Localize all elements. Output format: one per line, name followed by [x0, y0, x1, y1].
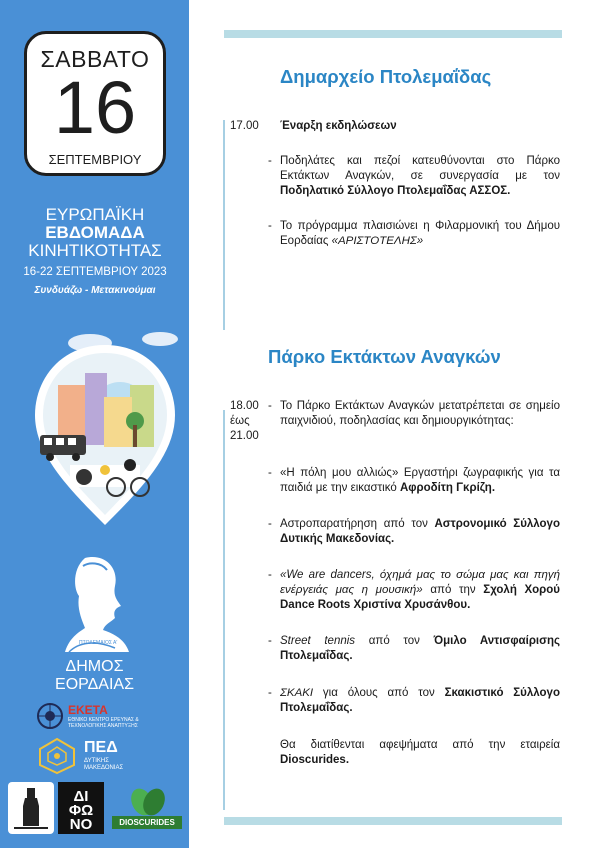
item-text: Ποδηλάτες και πεζοί κατευθύνονται στο Πάρκο Εκτάκτων Αναγκών, σε συνεργασία με τον: [280, 155, 560, 182]
item-text: Αστροπαρατήρηση από τον: [280, 518, 428, 530]
section1-time: 17.00: [230, 120, 259, 132]
section2-time-end: 21.00: [230, 430, 259, 442]
difono-line2: ΦΩ: [68, 802, 94, 819]
event-dates: 16-22 ΣΕΠΤΕΜΒΡΙΟΥ 2023: [23, 266, 167, 278]
city-pin-illustration: [30, 325, 180, 530]
section2-item-chess: [280, 686, 560, 716]
list-dash: -: [268, 467, 272, 479]
difono-logo: [58, 782, 104, 834]
difono-line3: ΝΟ: [69, 816, 93, 833]
section1-item-cyclists: [280, 154, 560, 199]
item-text: Το πρόγραμμα πλαισιώνει η Φιλαρμονική του Δήμου Εορδαίας: [280, 220, 560, 247]
section1-item-philharmonic: [280, 219, 560, 249]
section2-item-painting: [280, 466, 560, 496]
eketa-logo: [36, 702, 176, 734]
section1-heading: Δημαρχείο Πτολεμαΐδας: [280, 66, 492, 87]
item-italic: «ΑΡΙΣΤΟΤΕΛΗΣ»: [331, 235, 424, 247]
list-dash: -: [268, 518, 272, 530]
ped-subtitle: [84, 758, 123, 772]
date-number: 16: [53, 66, 137, 149]
date-month: ΣΕΠΤΕΜΒΡΙΟΥ: [48, 152, 142, 167]
municipality-name-line2: ΕΟΡΔΑΙΑΣ: [55, 676, 134, 693]
section2-heading: Πάρκο Εκτάκτων Αναγκών: [268, 346, 501, 367]
event-title-line3: ΚΙΝΗΤΙΚΟΤΗΤΑΣ: [28, 241, 162, 260]
section2-time-sep: έως: [230, 415, 250, 427]
section1-timeline: [223, 120, 225, 330]
ped-logo: [36, 737, 176, 777]
item-bold: Αστρονομικό Σύλλογο Δυτικής Μακεδονίας.: [280, 518, 560, 545]
list-dash: -: [268, 155, 272, 167]
ptolemaios-bust-logo: [55, 548, 133, 658]
closing-text: Θα διατίθενται αφεψήματα από την εταιρεία: [280, 739, 560, 751]
item-bold: Ποδηλατικό Σύλλογο Πτολεμαΐδας ΑΣΣΟΣ.: [280, 185, 511, 197]
event-slogan: Συνδυάζω - Μετακινούμαι: [34, 285, 156, 296]
list-dash: -: [268, 400, 272, 412]
item-bold: Αφροδίτη Γκρίζη.: [399, 482, 496, 494]
bottom-accent-bar: [224, 817, 562, 825]
item-bold: Όμιλο Αντισφαίρισης Πτολεμαΐδας.: [280, 635, 560, 662]
item-text: για όλους από τον: [322, 687, 435, 699]
section1-title: Έναρξη εκδηλώσεων: [280, 120, 397, 132]
item-bold: Σκακιστικό Σύλλογο Πτολεμαΐδας.: [280, 687, 560, 714]
section2-item-tennis: [280, 634, 560, 664]
list-dash: -: [268, 569, 272, 581]
event-title-line2: ΕΒΔΟΜΑΔΑ: [45, 223, 145, 242]
difono-line1: ΔΙ: [73, 788, 89, 805]
list-dash: -: [268, 220, 272, 232]
item-text: Εργαστήρι ζωγραφικής για τα παιδιά με την εικαστικό: [280, 467, 560, 494]
municipality-name-line1: ΔΗΜΟΣ: [65, 658, 124, 675]
bottle-logo: [8, 782, 54, 834]
closing-bold: Dioscurides.: [280, 754, 350, 766]
item-text: από τον: [368, 635, 420, 647]
item-bold: Σχολή Χορού Dance Roots Χριστίνα Χρυσάνθου.: [280, 584, 561, 611]
section2-item-astronomy: [280, 517, 560, 547]
dioscurides-name: DIOSCURIDES: [112, 816, 182, 829]
eketa-name: ΕΚΕΤΑ: [68, 703, 108, 717]
date-day: ΣΑΒΒΑΤΟ: [40, 46, 150, 72]
bust-caption: ΠΤΟΛΕΜΑΙΟΣ Α': [79, 640, 118, 646]
ped-subtitle-line2: ΜΑΚΕΔΟΝΙΑΣ: [84, 765, 124, 771]
section2-item-dance: [280, 568, 560, 613]
ped-subtitle-line1: ΔΥΤΙΚΗΣ: [84, 758, 109, 764]
dioscurides-leaf-icon: [112, 782, 182, 816]
event-title-line1: ΕΥΡΩΠΑΪΚΗ: [45, 205, 145, 224]
item-italic: Street tennis: [280, 635, 356, 647]
section2-time-start: 18.00: [230, 400, 259, 412]
section2-timeline: [223, 410, 225, 810]
item-pre: «Η πόλη μου αλλιώς»: [280, 467, 399, 479]
top-accent-bar: [224, 30, 562, 38]
item-italic: «We are dancers, όχημά μας το σώμα μας και πηγή ενέργειάς μας η μουσική»: [280, 569, 560, 596]
item-text: από την: [430, 584, 476, 596]
ped-emblem-icon: [36, 737, 78, 775]
list-dash: -: [268, 687, 272, 699]
date-box: [24, 31, 166, 176]
eketa-subtitle: ΕΘΝΙΚΟ ΚΕΝΤΡΟ ΕΡΕΥΝΑΣ & ΤΕΧΝΟΛΟΓΙΚΗΣ ΑΝΑΠΤΥΞΗΣ: [68, 717, 139, 729]
section2-intro: Το Πάρκο Εκτάκτων Αναγκών μετατρέπεται σε σημείο παιχνιδιού, ποδηλασίας και δημιουργικότητας:: [280, 400, 560, 427]
difono-text: [58, 790, 104, 832]
section2-closing: [280, 738, 560, 768]
sidebar: [0, 0, 189, 848]
eketa-emblem-icon: [36, 702, 64, 730]
item-italic: ΣΚΑΚΙ: [280, 687, 314, 699]
list-dash: -: [268, 635, 272, 647]
bottle-icon: [8, 782, 54, 834]
ped-name: ΠΕΔ: [84, 739, 118, 756]
dioscurides-logo: [112, 782, 182, 834]
